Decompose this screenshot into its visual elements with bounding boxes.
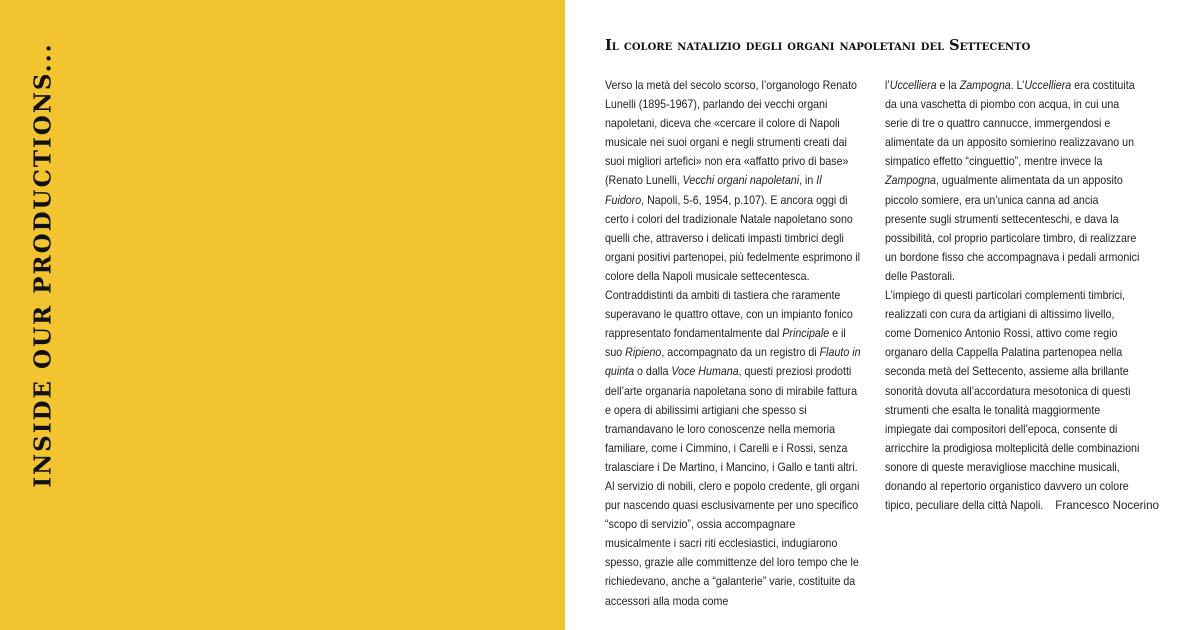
- text-run: , Napoli, 5-6, 1954, p.107). E ancora oggi di certo i colori del tradizionale Natale napoletano sono quelli che, attraverso i delicati impasti timbrici degli organi positivi partenopei, più fedelmente esprimono il colore della Napoli musicale settecentesca.: [605, 193, 860, 283]
- article-paragraph: [605, 76, 863, 286]
- italic-term: Flauto in quinta: [605, 346, 861, 379]
- italic-term: Uccelliera: [889, 79, 937, 92]
- article-author: Francesco Nocerino: [1055, 499, 1159, 512]
- yellow-sidebar: [0, 0, 565, 630]
- text-run: , questi preziosi prodotti dell’arte organaria napoletana sono di mirabile fattura e opera di abilissimi artigiani che spesso si tramandavano le loro conoscenze nella memoria familiare, come i Cimmino, i Carelli e i Rossi, senza tralasciare i De Martino, i Mancino, i Gallo e tanti altri.: [605, 365, 858, 474]
- text-run: era costituita da una vaschetta di piombo con acqua, in cui una serie di tre o quattro cannucce, immergendosi e alimentate da un apposito somierino realizzavano un simpatico effetto “cinguettio”, mentre invece la: [885, 79, 1135, 169]
- italic-term: Voce Humana: [671, 365, 739, 379]
- text-run: e il suo: [605, 327, 846, 360]
- text-run: Contraddistinti da ambiti di tastiera che raramente superavano le quattro ottave, con un impianto fonico rappresentato fondamentalmente dal: [605, 289, 853, 341]
- article-column-left: [605, 76, 863, 611]
- text-run: . L’: [1010, 79, 1025, 92]
- text-run: L’impiego di questi particolari complementi timbrici, realizzati con cura da artigiani di altissimo livello, come Domenico Antonio Rossi, attivo come regio organaro della Cappella Palatina partenopea nella seconda metà del Settecento, assieme alla brillante sonorità dovuta all’accordatura mesotonica di questi strumenti che esalta le tonalità maggiormente impiegate dai compositori dell’epoca, consente di arricchire la prodigiosa molteplicità delle combinazioni sonore di queste meravigliose macchine musicali, donando al repertorio organistico davvero un colore tipico, peculiare della città Napoli.: [885, 289, 1140, 513]
- italic-term: Vecchi organi napoletani: [682, 174, 800, 188]
- italic-term: Zampogna: [885, 174, 937, 188]
- text-run: l’: [885, 79, 890, 92]
- article-paragraph: [885, 76, 1143, 286]
- text-run: , ugualmente alimentata da un apposito piccolo somiere, era un’unica canna ad ancia presente sugli strumenti settecenteschi, e dava la possibilità, col proprio particolare timbro, di realizzare un bordone fisso che accompagnava i pedali armonici delle Pastorali.: [885, 174, 1140, 283]
- article-paragraph: [605, 286, 863, 477]
- article-column-right: [885, 76, 1143, 515]
- italic-term: Ripieno: [625, 346, 662, 360]
- text-run: , accompagnato da un registro di: [661, 346, 820, 360]
- article-page: [565, 0, 1200, 630]
- article-paragraph: [885, 286, 1143, 515]
- section-heading-vertical: INSIDE OUR PRODUCTIONS...: [29, 42, 57, 488]
- article-paragraph: [605, 477, 863, 611]
- text-run: Al servizio di nobili, clero e popolo credente, gli organi pur nascendo quasi esclusivamente per uno specifico “scopo di servizio”, ossia accompagnare musicalmente i sacri riti ecclesiastici, indugiarono spesso, grazie alle committenze del loro tempo che le richiedevano, anche a “galanterie” varie, costituite da accessori alla moda come: [605, 479, 860, 608]
- italic-term: Uccelliera: [1024, 79, 1072, 92]
- article-title: Il colore natalizio degli organi napoletani del Settecento: [605, 37, 1031, 54]
- italic-term: Zampogna: [959, 79, 1011, 92]
- italic-term: Il Fuidoro: [605, 174, 822, 207]
- text-run: e la: [936, 79, 960, 92]
- text-run: o dalla: [634, 365, 672, 379]
- text-run: Verso la metà del secolo scorso, l’organologo Renato Lunelli (1895-1967), parlando dei vecchi organi napoletani, diceva che «cercare il colore di Napoli musicale nei suoi organi e negli strumenti creati dai suoi migliori artefici» non era «affatto privo di base» (Renato Lunelli,: [605, 79, 857, 188]
- text-run: , in: [799, 174, 817, 188]
- italic-term: Principale: [782, 327, 830, 341]
